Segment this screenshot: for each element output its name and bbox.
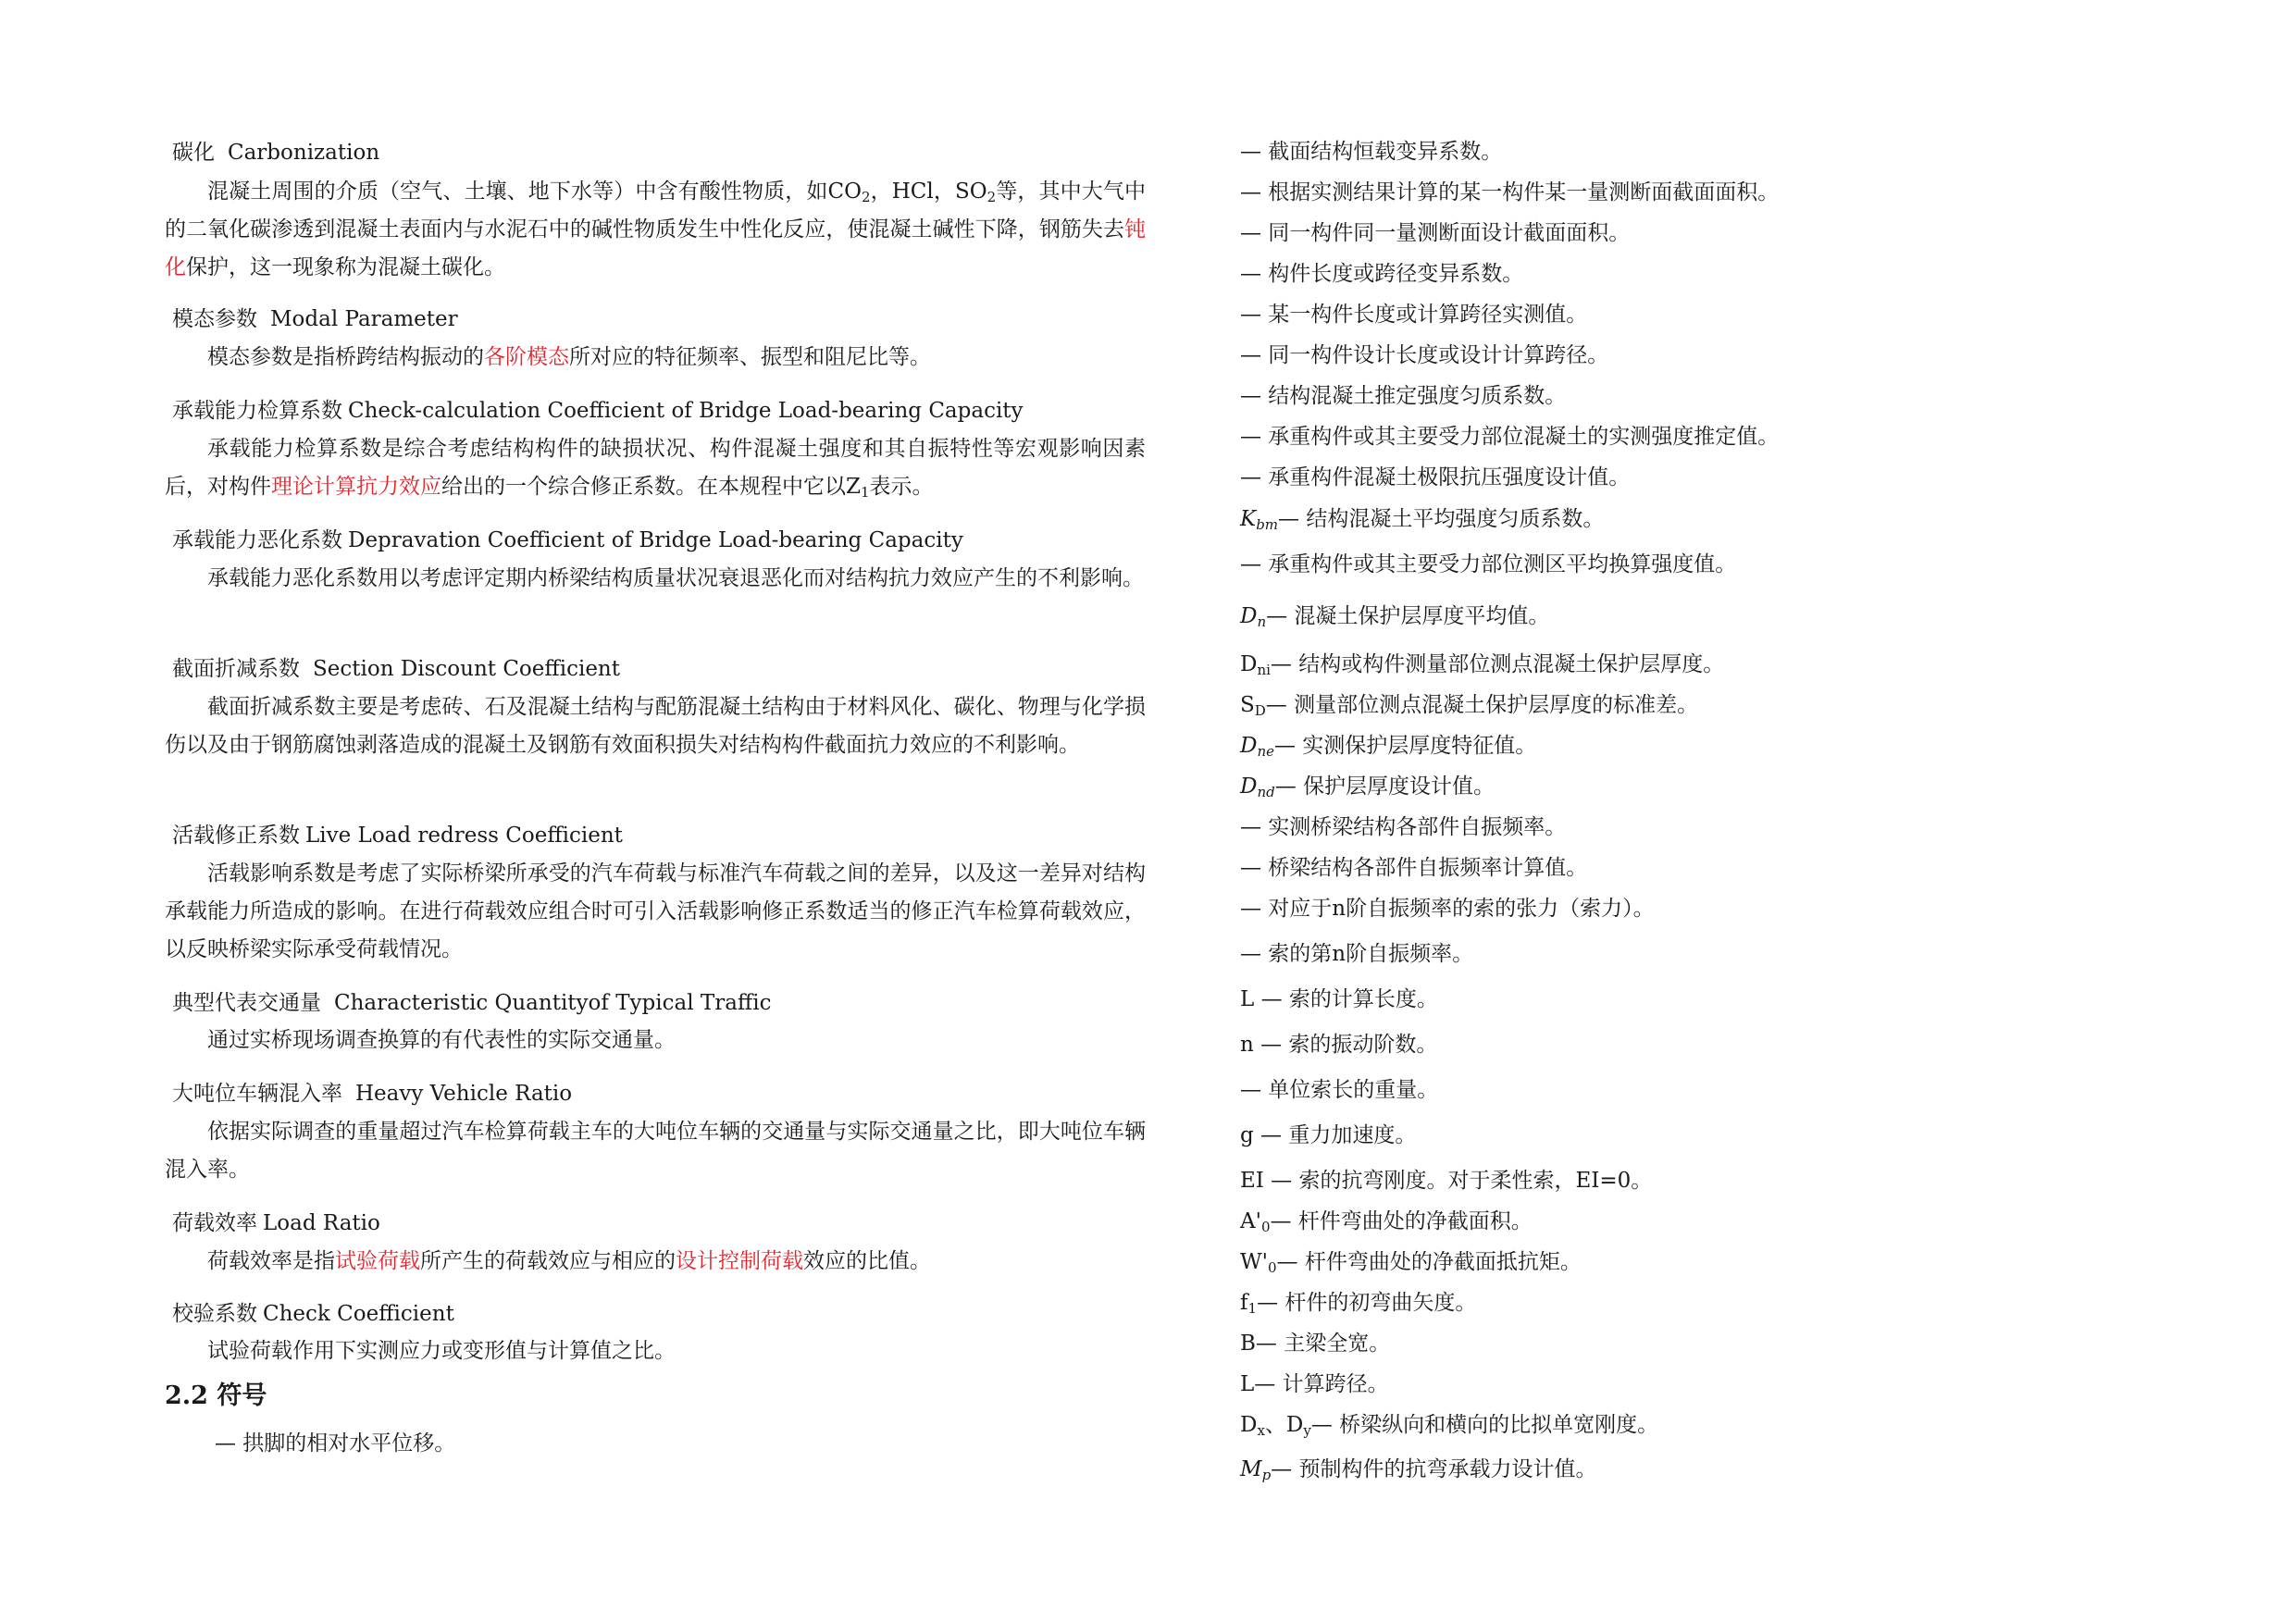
term-definition: 荷载效率是指试验荷载所产生的荷载效应与相应的设计控制荷载效应的比值。 bbox=[207, 1249, 931, 1273]
symbol-definition: — 截面结构恒载变异系数。 bbox=[1240, 140, 1503, 164]
symbol-definition: $D_{ne}—$ 实测保护层厚度特征值。 bbox=[1240, 734, 1537, 760]
symbol-definition: — 实测桥梁结构各部件自振频率。 bbox=[1240, 815, 1567, 839]
term-definition: 活载影响系数是考虑了实际桥梁所承受的汽车荷载与标准汽车荷载之间的差异，以及这一差异对结构承载能力所造成的影响。在进行荷载效应组合时可引入活载影响修正系数适当的修正汽车检算荷载效应，以反映桥梁实际承受荷载情况。 bbox=[165, 861, 1146, 961]
symbol-definition: — 承重构件混凝土极限抗压强度设计值。 bbox=[1240, 465, 1631, 489]
symbol-definition: $D_n—$ 混凝土保护层厚度平均值。 bbox=[1240, 604, 1550, 630]
highlighted-term: 各阶模态 bbox=[484, 345, 569, 369]
symbol-definition: — 承重构件或其主要受力部位测区平均换算强度值。 bbox=[1240, 552, 1737, 576]
term-definition: 承载能力检算系数是综合考虑结构构件的缺损状况、构件混凝土强度和其自振特性等宏观影响因素后，对构件理论计算抗力效应给出的一个综合修正系数。在本规程中它以$Z_1$表示。 bbox=[165, 437, 1146, 501]
symbol-definition: $K_{bm}—$ 结构混凝土平均强度匀质系数。 bbox=[1240, 507, 1605, 533]
symbol-definition: — 某一构件长度或计算跨径实测值。 bbox=[1240, 303, 1588, 327]
symbol-definition: $S_D—$ 测量部位测点混凝土保护层厚度的标准差。 bbox=[1240, 693, 1699, 719]
term-heading: 典型代表交通量 Characteristic Quantityof Typical Traffic bbox=[172, 991, 772, 1015]
symbol-definition: — 根据实测结果计算的某一构件某一量测断面截面面积。 bbox=[1240, 180, 1780, 204]
term-heading: 荷载效率 Load Ratio bbox=[172, 1211, 380, 1235]
symbol-definition: — 构件长度或跨径变异系数。 bbox=[1240, 262, 1524, 286]
symbol-definition: — 同一构件同一量测断面设计截面面积。 bbox=[1240, 221, 1631, 245]
symbol-definition: L — 索的计算长度。 bbox=[1240, 987, 1438, 1011]
term-heading: 碳化 Carbonization bbox=[172, 141, 380, 165]
symbol-definition: $f_1—$ 杆件的初弯曲矢度。 bbox=[1240, 1291, 1477, 1317]
highlighted-term: 理论计算抗力效应 bbox=[271, 475, 441, 499]
term-definition: 依据实际调查的重量超过汽车检算荷载主车的大吨位车辆的交通量与实际交通量之比，即大吨位车辆混入率。 bbox=[165, 1120, 1146, 1182]
term-definition: 通过实桥现场调查换算的有代表性的实际交通量。 bbox=[207, 1028, 676, 1052]
highlighted-term: 设计控制荷载 bbox=[676, 1249, 803, 1273]
symbol-definition: $A'_0—$ 杆件弯曲处的净截面积。 bbox=[1240, 1209, 1533, 1235]
term-definition: 试验荷载作用下实测应力或变形值与计算值之比。 bbox=[207, 1339, 676, 1363]
symbol-definition: $D_{ni}—$ 结构或构件测量部位测点混凝土保护层厚度。 bbox=[1240, 652, 1725, 678]
symbol-definition: $D_x$、$D_y—$ 桥梁纵向和横向的比拟单宽刚度。 bbox=[1240, 1413, 1659, 1439]
symbol-definition: — 结构混凝土推定强度匀质系数。 bbox=[1240, 384, 1567, 408]
symbol-definition: B— 主梁全宽。 bbox=[1240, 1332, 1391, 1356]
term-heading: 承载能力恶化系数 Depravation Coefficient of Bridge Load-bearing Capacity bbox=[172, 528, 963, 552]
term-heading: 截面折减系数 Section Discount Coefficient bbox=[172, 657, 620, 681]
symbol-definition: — 索的第n阶自振频率。 bbox=[1240, 942, 1474, 966]
term-definition: 截面折减系数主要是考虑砖、石及混凝土结构与配筋混凝土结构由于材料风化、碳化、物理与化学损伤以及由于钢筋腐蚀剥落造成的混凝土及钢筋有效面积损失对结构构件截面抗力效应的不利影响。 bbox=[165, 695, 1146, 757]
symbol-definition: — 同一构件设计长度或设计计算跨径。 bbox=[1240, 343, 1609, 367]
symbol-definition: g — 重力加速度。 bbox=[1240, 1123, 1417, 1147]
term-heading: 活载修正系数 Live Load redress Coefficient bbox=[172, 824, 623, 848]
highlighted-term: 钝化 bbox=[165, 217, 1146, 279]
section-title: 2.2 符号 bbox=[165, 1381, 267, 1410]
symbol-definition: — 单位索长的重量。 bbox=[1240, 1078, 1439, 1102]
term-heading: 承载能力检算系数 Check-calculation Coefficient of Bridge Load-bearing Capacity bbox=[172, 399, 1024, 423]
symbol-definition: — 承重构件或其主要受力部位混凝土的实测强度推定值。 bbox=[1240, 425, 1780, 449]
term-heading: 模态参数 Modal Parameter bbox=[172, 307, 458, 331]
symbol-definition: L— 计算跨径。 bbox=[1240, 1372, 1389, 1396]
symbol-definition: $D_{nd}—$ 保护层厚度设计值。 bbox=[1240, 774, 1496, 800]
highlighted-term: 试验荷载 bbox=[335, 1249, 420, 1273]
term-definition: 模态参数是指桥跨结构振动的各阶模态所对应的特征频率、振型和阻尼比等。 bbox=[207, 345, 931, 369]
symbol-definition: EI — 索的抗弯刚度。对于柔性索，EI=0。 bbox=[1240, 1169, 1653, 1193]
term-heading: 大吨位车辆混入率 Heavy Vehicle Ratio bbox=[172, 1082, 573, 1106]
term-definition: 承载能力恶化系数用以考虑评定期内桥梁结构质量状况衰退恶化而对结构抗力效应产生的不利影响。 bbox=[207, 566, 1144, 590]
symbol-definition: — 桥梁结构各部件自振频率计算值。 bbox=[1240, 856, 1588, 880]
term-definition: 混凝土周围的介质（空气、土壤、地下水等）中含有酸性物质，如$CO_2$，HCl，$SO_2$等，其中大气中的二氧化碳渗透到混凝土表面内与水泥石中的碱性物质发生中性化反应，使混凝土碱性下降，钢筋失去钝化保护，这一现象称为混凝土碳化。 bbox=[165, 180, 1146, 279]
symbol-definition: n — 索的振动阶数。 bbox=[1240, 1033, 1438, 1057]
term-heading: 校验系数 Check Coefficient bbox=[172, 1302, 454, 1326]
symbol-definition: — 对应于n阶自振频率的索的张力（索力）。 bbox=[1240, 897, 1655, 921]
symbol-definition: — 拱脚的相对水平位移。 bbox=[215, 1431, 456, 1456]
symbol-definition: $M_p—$ 预制构件的抗弯承载力设计值。 bbox=[1240, 1457, 1597, 1483]
symbol-definition: $W'_0—$ 杆件弯曲处的净截面抵抗矩。 bbox=[1240, 1250, 1582, 1276]
